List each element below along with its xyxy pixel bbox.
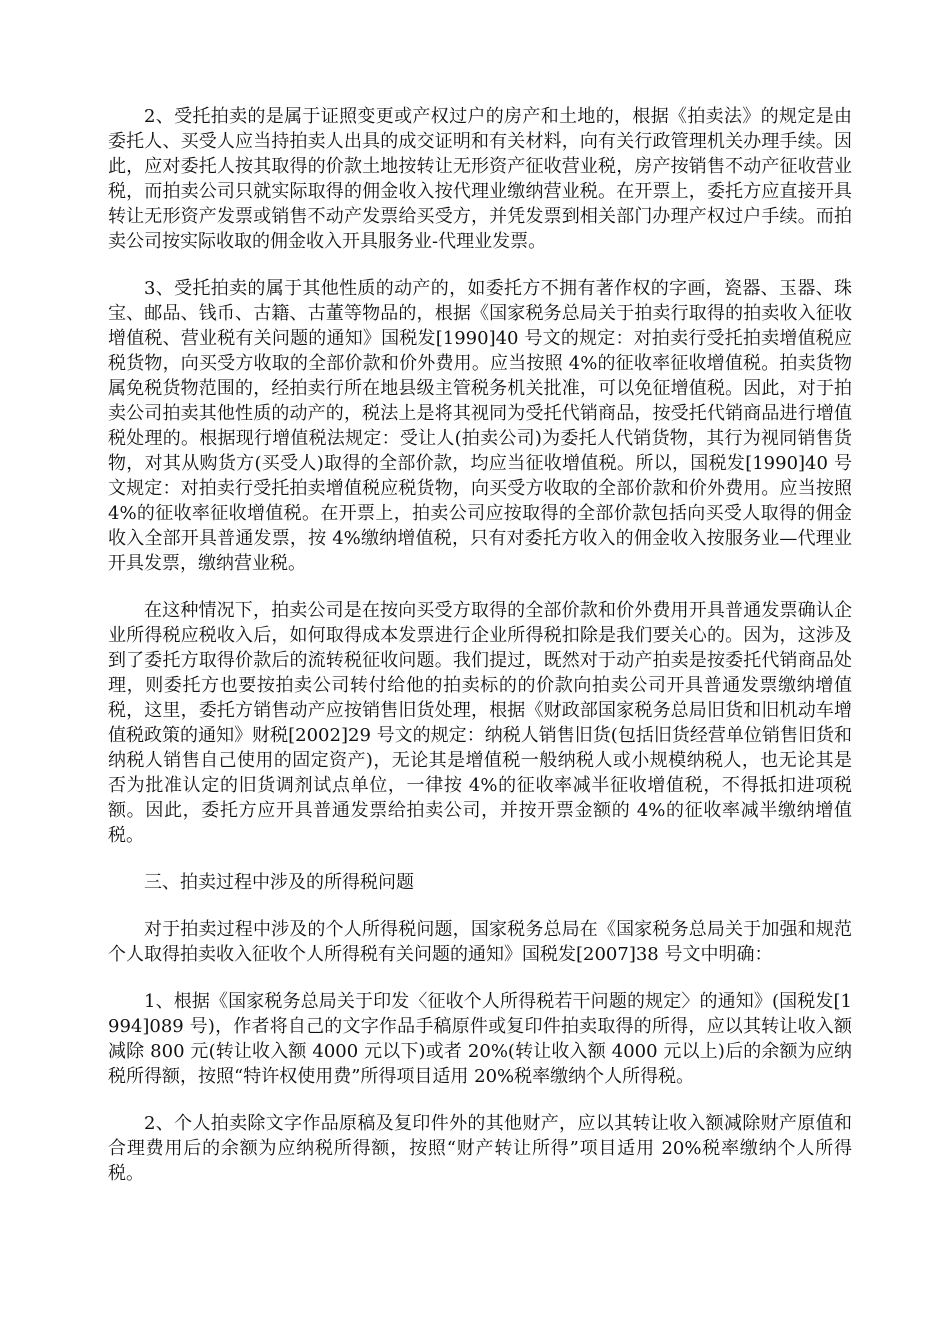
- paragraph-real-estate-auction: 2、受托拍卖的是属于证照变更或产权过户的房产和土地的，根据《拍卖法》的规定是由委托人、买受人应当持拍卖人出具的成交证明和有关材料，向有关行政管理机关办理手续。因此，应对委托人按其取得的价款土地按转让无形资产征收营业税，房产按销售不动产征收营业税，而拍卖公司只就实际取得的佣金收入按代理业缴纳营业税。在开票上，委托方应直接开具转让无形资产发票或销售不动产发票给买受方，并凭发票到相关部门办理产权过户手续。而拍卖公司按实际收取的佣金收入开具服务业-代理业发票。: [108, 106, 852, 252]
- paragraph-manuscript-income: 1、根据《国家税务总局关于印发〈征收个人所得税若干问题的规定〉的通知》(国税发[1994]089 号)，作者将自己的文字作品手稿原件或复印件拍卖取得的所得，应以其转让收入额减除 800 元(转让收入额 4000 元以下)或者 20%(转让收入额 4000 元以上)后的余额为应纳税所得额，按照“特许权使用费”所得项目适用 20%税率缴纳个人所得税。: [108, 991, 852, 1087]
- paragraph-personal-income-tax-intro: 对于拍卖过程中涉及的个人所得税问题，国家税务总局在《国家税务总局关于加强和规范个人取得拍卖收入征收个人所得税有关问题的通知》国税发[2007]38 号文中明确：: [108, 919, 852, 965]
- section-heading-income-tax: 三、拍卖过程中涉及的所得税问题: [144, 872, 414, 893]
- paragraph-movable-property-auction: 3、受托拍卖的属于其他性质的动产的，如委托方不拥有著作权的字画，瓷器、玉器、珠宝、邮品、钱币、古籍、古董等物品的，根据《国家税务总局关于拍卖行取得的拍卖收入征收增值税、营业税有关问题的通知》国税发[1990]40 号文的规定：对拍卖行受托拍卖增值税应税货物，向买受方收取的全部价款和价外费用。应当按照 4%的征收率征收增值税。拍卖货物属免税货物范围的，经拍卖行所在地县级主管税务机关批准，可以免征增值税。因此，对于拍卖公司拍卖其他性质的动产的，税法上是将其视同为受托代销商品，按受托代销商品进行增值税处理的。根据现行增值税法规定：受让人(拍卖公司)为委托人代销货物，其行为视同销售货物，对其从购货方(买受人)取得的全部价款，均应当征收增值税。所以，国税发[1990]40 号文规定：对拍卖行受托拍卖增值税应税货物，向买受方收取的全部价款和价外费用。应当按照 4%的征收率征收增值税。在开票上，拍卖公司应按取得的全部价款包括向买受人取得的佣金收入全部开具普通发票，按 4%缴纳增值税，只有对委托方收入的佣金收入按服务业—代理业开具发票，缴纳营业税。: [108, 278, 852, 574]
- paragraph-other-property-income: 2、个人拍卖除文字作品原稿及复印件外的其他财产，应以其转让收入额减除财产原值和合理费用后的余额为应纳税所得额，按照“财产转让所得”项目适用 20%税率缴纳个人所得税。: [108, 1113, 852, 1184]
- document-body: [108, 104, 852, 1208]
- paragraph-cost-invoice: 在这种情况下，拍卖公司是在按向买受方取得的全部价款和价外费用开具普通发票确认企业所得税应税收入后，如何取得成本发票进行企业所得税扣除是我们要关心的。因为，这涉及到了委托方取得价款后的流转税征收问题。我们提过，既然对于动产拍卖是按委托代销商品处理，则委托方也要按拍卖公司转付给他的拍卖标的的价款向拍卖公司开具普通发票缴纳增值税，这里，委托方销售动产应按销售旧货处理，根据《财政部国家税务总局旧货和旧机动车增值税政策的通知》财税[2002]29 号文的规定：纳税人销售旧货(包括旧货经营单位销售旧货和纳税人销售自己使用的固定资产)，无论其是增值税一般纳税人或小规模纳税人，也无论其是否为批准认定的旧货调剂试点单位，一律按 4%的征收率减半征收增值税，不得抵扣进项税额。因此，委托方应开具普通发票给拍卖公司，并按开票金额的 4%的征收率减半缴纳增值税。: [108, 600, 852, 846]
